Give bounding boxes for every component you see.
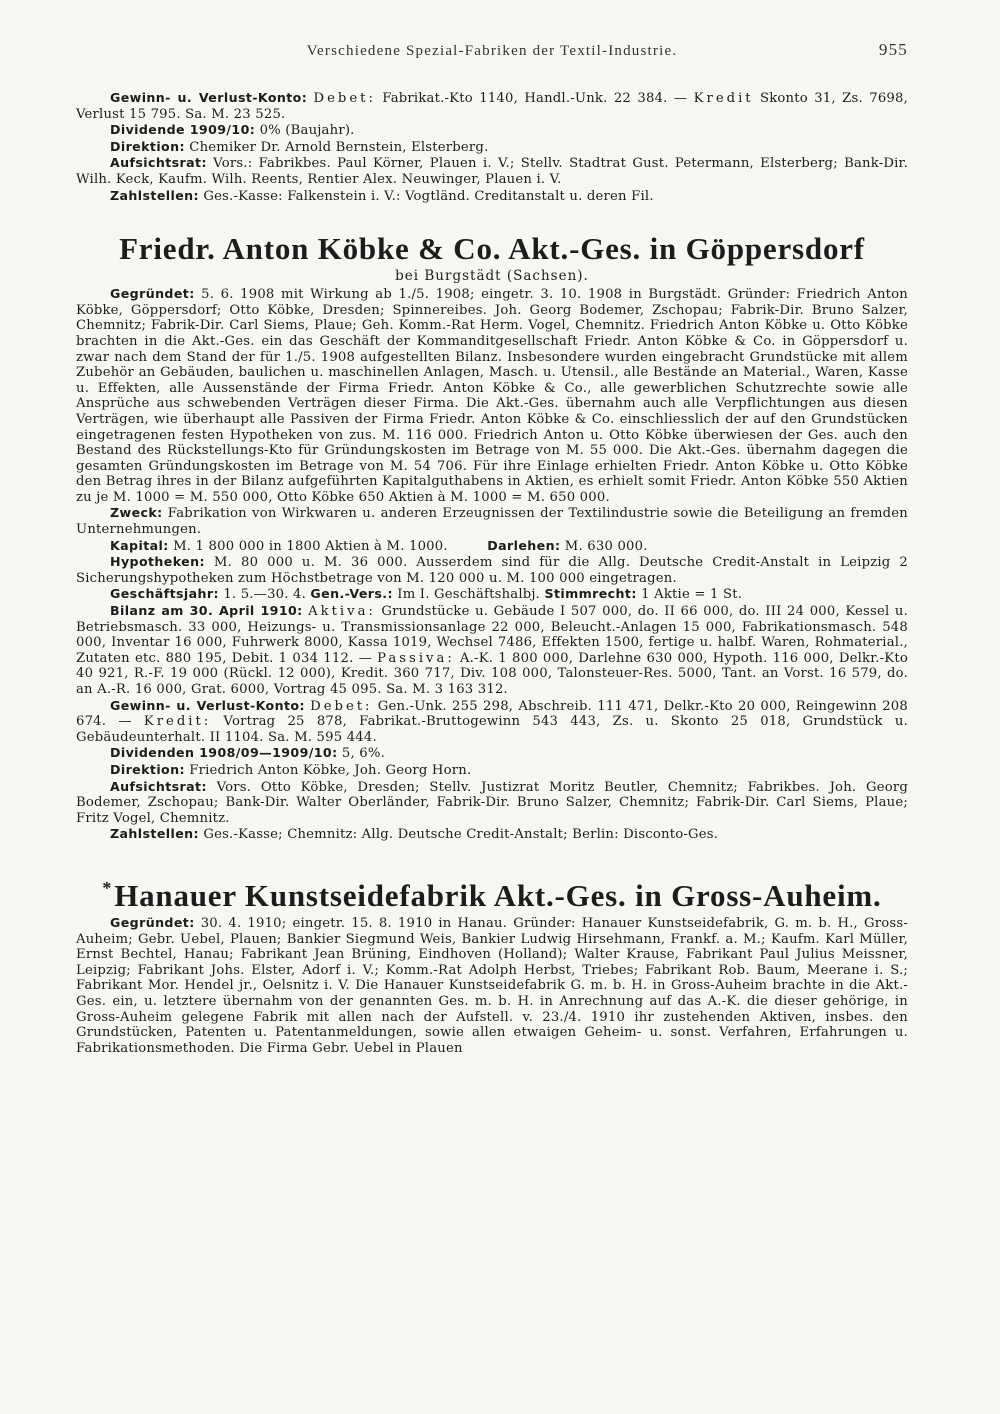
field-text: Gen.-Unk. 255 298, Abschreib. 111 471, Delkr.-Kto 20 000, Reingewinn 208 674. — bbox=[76, 698, 908, 730]
field-text: 1. 5.—30. 4. bbox=[218, 587, 311, 603]
entry-paragraph bbox=[76, 139, 908, 156]
field-text: A.-K. 1 800 000, Darlehne 630 000, Hypoth. 116 000, Delkr.-Kto 40 921, R.-F. 19 000 (Rückl. 12 000), Kredit. 360 717, Div. 108 000, Talonsteuer-Res. 5000, Tant. an Vorst. 16 579, do. an A.-R. 16 000, Grat. 6000, Vortrag 45 095. Sa. M. 3 163 312. bbox=[76, 650, 908, 697]
field-label: Zahlstellen: bbox=[110, 826, 199, 842]
entry-paragraph bbox=[76, 779, 908, 827]
entry-paragraph bbox=[76, 155, 908, 187]
entry-paragraph bbox=[76, 122, 908, 139]
entry-paragraph bbox=[76, 745, 908, 762]
spaced-label: Debet: bbox=[313, 91, 376, 106]
field-label: Dividenden 1908/09—1909/10: bbox=[110, 745, 338, 761]
field-label: Darlehen: bbox=[487, 537, 561, 553]
field-text: Vors.: Fabrikbes. Paul Körner, Plauen i. V.; Stellv. Stadtrat Gust. Petermann, Elsterberg; Bank-Dir. Wilh. Keck, Kaufm. Wilh. Reents, Rentier Alex. Neuwinger, Plauen i. V. bbox=[76, 156, 908, 187]
entry-paragraph bbox=[76, 586, 908, 603]
field-text: Im I. Geschäftshalbj. bbox=[392, 587, 545, 603]
field-text: Skonto 31, Zs. 7698, Verlust 15 795. Sa. M. 23 525. bbox=[76, 91, 908, 122]
spaced-label: Aktiva: bbox=[308, 604, 376, 620]
field-label: Gen.-Vers.: bbox=[310, 586, 393, 602]
running-title: Verschiedene Spezial-Fabriken der Textil-Industrie. bbox=[306, 43, 678, 59]
entry-paragraph bbox=[76, 505, 908, 537]
field-text: Fabrikat.-Kto 1140, Handl.-Unk. 22 384. — bbox=[375, 91, 694, 106]
field-text: Grundstücke u. Gebäude I 507 000, do. II 66 000, do. III 24 000, Kessel u. Betriebsmasch. 33 000, Heizungs- u. Transmissionsanlage 22 000, Beleucht.-Anlagen 15 000, Fabrikationsmasch. 548 000, Inventar 16 000, Fuhrwerk 8000, Kassa 1019, Wechsel 7486, Effekten 1500, fertige u. halbf. Waren, Rohmaterial., Zutaten etc. 880 195, Debit. 1 034 112. — bbox=[76, 604, 908, 666]
field-label: Aufsichtsrat: bbox=[110, 778, 207, 794]
entry-paragraph bbox=[76, 826, 908, 843]
entry-paragraph bbox=[76, 554, 908, 586]
field-label: Direktion: bbox=[110, 761, 185, 777]
entry-paragraph bbox=[76, 90, 908, 122]
field-text: M. 630 000. bbox=[560, 538, 648, 554]
field-text: 0% (Baujahr). bbox=[255, 123, 355, 139]
field-label: Geschäftsjahr: bbox=[110, 586, 219, 602]
field-text: 30. 4. 1910; eingetr. 15. 8. 1910 in Hanau. Gründer: Hanauer Kunstseidefabrik, G. m. b. H., Gross-Auheim; Gebr. Uebel, Plauen; Bankier Siegmund Weis, Bankier Ludwig Hirsehmann, Frankf. a. M.; Kaufm. Karl Müller, Ernst Bechtel, Hanau; Fabrikant Jean Brüning, Eindhoven (Holland); Walter Krause, Fabrikant Paul Julius Meissner, Leipzig; Fabrikant Johs. Elster, Adorf i. V.; Komm.-Rat Adolph Herbst, Triebes; Fabrikant Rob. Baum, Meerane i. S.; Fabrikant Mor. Hendel jr., Oelsnitz i. V. Die Hanauer Kunstseidefabrik G. m. b. H. in Gross-Auheim brachte in die Akt.-Ges. ein, u. letztere übernahm von der genannten Ges. m. b. H. in Anrechnung auf das A.-K. die dieser gehörige, in Gross-Auheim gelegene Fabrik mit allen nach der Aufstell. v. 23./4. 1910 ihr zustehenden Aktiven, insbes. den Grundstücken, Patenten u. Patentanmeldungen, sowie allen etwaigen Geheim- u. sonst. Verfahren, Erfahrungen u. Fabrikationsmethoden. Die Firma Gebr. Uebel in Plauen bbox=[76, 915, 908, 1056]
company-title: Friedr. Anton Köbke & Co. Akt.-Ges. in Göppersdorf bbox=[119, 231, 865, 267]
field-label: Gewinn- u. Verlust-Konto: bbox=[110, 90, 308, 105]
entry-paragraph bbox=[76, 698, 908, 746]
footnote-marker: * bbox=[102, 877, 113, 898]
field-label: Zahlstellen: bbox=[110, 187, 199, 203]
field-label: Gegründet: bbox=[110, 286, 195, 302]
field-text: Vortrag 25 878, Fabrikat.-Bruttogewinn 543 443, Zs. u. Skonto 25 018, Grundstück u. Gebäudeunterhalt. II 1104. Sa. M. 595 444. bbox=[76, 714, 908, 745]
company-title-text: Hanauer Kunstseidefabrik Akt.-Ges. in Gross-Auheim. bbox=[114, 877, 882, 913]
field-text: Ges.-Kasse; Chemnitz: Allg. Deutsche Credit-Anstalt; Berlin: Disconto-Ges. bbox=[198, 827, 719, 843]
field-text: Ges.-Kasse: Falkenstein i. V.: Vogtländ. Creditanstalt u. deren Fil. bbox=[198, 188, 654, 204]
field-text: 1 Aktie = 1 St. bbox=[636, 587, 743, 603]
section-continued-entry bbox=[76, 90, 908, 204]
entry-paragraph bbox=[76, 538, 908, 555]
field-text: 5. 6. 1908 mit Wirkung ab 1./5. 1908; eingetr. 3. 10. 1908 in Burgstädt. Gründer: Friedrich Anton Köbke, Göppersdorf; Otto Köbke, Dresden; Spinnereibes. Joh. Georg Bodemer, Zschopau; Fabrik-Dir. Bruno Salzer, Chemnitz; Fabrik-Dir. Carl Siems, Plaue; Geh. Komm.-Rat Herm. Vogel, Chemnitz. Friedrich Anton Köbke u. Otto Köbke brachten in die Akt.-Ges. ein das Geschäft der Kommanditgesellschaft Friedr. Anton Köbke & Co. in Göppersdorf u. zwar nach dem Stand der für 1./5. 1908 aufgestellten Bilanz. Insbesondere wurden eingebracht Grundstücke mit allem Zubehör an Gebäuden, baulichen u. maschinellen Anlagen, Masch. u. Utensil., alle Bestände an Material., Waren, Kasse u. Effekten, alle Aussenstände der Firma Friedr. Anton Köbke & Co., alle gewerblichen Schutzrechte sowie alle Ansprüche aus schwebenden Verträgen dieser Firma. Die Akt.-Ges. übernahm auch alle Verpflichtungen aus diesen Verträgen, wie überhaupt alle Passiven der Firma Friedr. Anton Köbke & Co. einschliesslich der auf den Grundstücken eingetragenen festen Hypotheken von zus. M. 116 000. Friedrich Anton u. Otto Köbke überwiesen der Ges. auch den Bestand des Rückstellungs-Kto für Gründungskosten im Betrage von M. 55 000. Die Akt.-Ges. übernahm dagegen die gesamten Gründungskosten im Betrage von M. 54 706. Für ihre Einlage erhielten Friedr. Anton Köbke u. Otto Köbke den Betrag ihres in der Bilanz aufgeführten Kapitalguthabens in Aktien, es erhielt somit Friedr. Anton Köbke 550 Aktien zu je M. 1000 = M. 550 000, Otto Köbke 650 Aktien à M. 1000 = M. 650 000. bbox=[76, 287, 908, 505]
field-text: Chemiker Dr. Arnold Bernstein, Elsterberg. bbox=[184, 139, 489, 155]
spaced-label: Debet: bbox=[310, 698, 373, 714]
field-label: Zweck: bbox=[110, 505, 163, 521]
field-label: Gewinn- u. Verlust-Konto: bbox=[110, 697, 305, 713]
field-label: Direktion: bbox=[110, 138, 185, 154]
field-label: Aufsichtsrat: bbox=[110, 155, 207, 171]
field-label: Kapital: bbox=[110, 537, 169, 553]
page-content bbox=[76, 40, 908, 1056]
field-text: 5, 6%. bbox=[337, 746, 385, 762]
company-title bbox=[76, 869, 908, 915]
field-label: Dividende 1909/10: bbox=[110, 122, 256, 138]
page-number: 955 bbox=[878, 40, 908, 59]
spaced-label: Passiva: bbox=[377, 650, 455, 666]
section-hanauer bbox=[76, 869, 908, 1056]
entry-paragraph bbox=[76, 188, 908, 205]
field-label: Stimmrecht: bbox=[544, 586, 637, 602]
spaced-label: Kredit bbox=[693, 91, 754, 106]
section-koebke bbox=[76, 230, 908, 843]
field-label: Gegründet: bbox=[110, 914, 195, 930]
field-text: Vors. Otto Köbke, Dresden; Stellv. Justizrat Moritz Beutler, Chemnitz; Fabrikbes. Joh. Georg Bodemer, Zschopau; Bank-Dir. Walter Oberländer, Fabrik-Dir. Bruno Salzer, Chemnitz; Fabrik-Dir. Carl Siems, Plaue; Fritz Vogel, Chemnitz. bbox=[76, 779, 908, 826]
field-text: Fabrikation von Wirkwaren u. anderen Erzeugnissen der Textilindustrie sowie die Beteiligung an fremden Unternehmungen. bbox=[76, 506, 908, 538]
running-header bbox=[76, 40, 908, 76]
entry-paragraph bbox=[76, 915, 908, 1056]
field-text: M. 80 000 u. M. 36 000. Ausserdem sind für die Allg. Deutsche Credit-Anstalt in Leipzig 2 Sicherungshypotheken zum Höchstbetrage von M. 120 000 u. M. 100 000 eingetragen. bbox=[76, 555, 908, 586]
field-label: Bilanz am 30. April 1910: bbox=[110, 603, 303, 619]
field-text: M. 1 800 000 in 1800 Aktien à M. 1000. bbox=[168, 538, 488, 554]
company-location: bei Burgstädt (Sachsen). bbox=[395, 268, 589, 285]
field-label: Hypotheken: bbox=[110, 554, 205, 570]
spaced-label: Kredit: bbox=[143, 714, 212, 730]
entry-paragraph bbox=[76, 762, 908, 779]
field-text: Friedrich Anton Köbke, Joh. Georg Horn. bbox=[184, 762, 472, 778]
entry-paragraph bbox=[76, 286, 908, 505]
entry-paragraph bbox=[76, 603, 908, 698]
